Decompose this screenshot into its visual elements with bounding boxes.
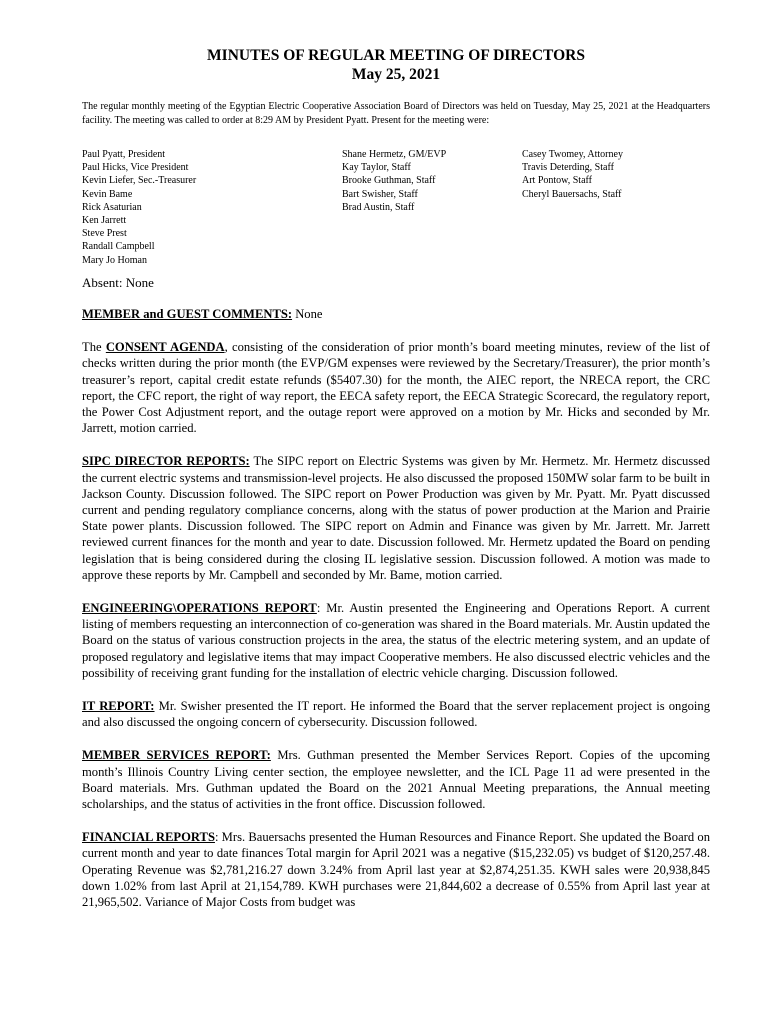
section-body: : Mr. Austin presented the Engineering and Operations Report. A current listing of members requesting an interconnection of co-generation was shared in the Board materials. Mr. Austin updated the Board on the status of various construction projects in the area, the status of the electric metering system, and an update of proposed regulatory and legislative items that may impact Cooperative members. He also discussed electric vehicles and the possibility of receiving grant funding for the installation of electric vehicle charging. Discussion followed.: [82, 601, 711, 680]
attendee: Shane Hermetz, GM/EVP: [342, 149, 447, 160]
section-lead: The: [82, 340, 106, 355]
attendee-list: [82, 148, 710, 266]
attendee: Mary Jo Homan: [82, 254, 147, 266]
section-heading: ENGINEERING\OPERATIONS REPORT: [82, 601, 317, 616]
minutes-page: [82, 46, 710, 910]
member-services-section: [82, 747, 710, 812]
absent-line: Absent: None: [82, 275, 154, 290]
section-heading: CONSENT AGENDA: [105, 340, 225, 355]
section-heading: MEMBER and GUEST COMMENTS:: [82, 307, 293, 321]
staff-column: [342, 148, 446, 214]
others-column: [522, 148, 623, 201]
document-title: MINUTES OF REGULAR MEETING OF DIRECTORS: [207, 47, 585, 64]
attendee: Brad Austin, Staff: [342, 201, 415, 213]
section-heading: MEMBER SERVICES REPORT:: [82, 748, 271, 763]
attendee: Randall Campbell: [82, 241, 155, 253]
engineering-section: [82, 600, 710, 681]
section-body: : Mrs. Bauersachs presented the Human Resources and Finance Report. She updated the Board on current month and year to date finances Total margin for April 2021 was a negative ($15,232.05) vs budget of $120,257.48. Operating Revenue was $2,781,216.27 down 3.24% from April last year at $2,874,251.35. KWH sales were 20,938,845 down 1.02% from last April at 21,154,789. KWH purchases were 21,844,602 a decrease of 0.55% from April last year at 21,965,502. Variance of Major Costs from budget was: [82, 830, 710, 910]
financial-section: [82, 829, 710, 910]
section-body: The SIPC report on Electric Systems was given by Mr. Hermetz. Mr. Hermetz discussed the current electric systems and transmission-level projects. He also discussed the proposed 150MW solar farm to be built in Jackson County. Discussion followed. The SIPC report on Power Production was given by Mr. Pyatt. Mr. Pyatt discussed current and pending regulatory compliance concerns, along with the status of power production at the Marion and Prairie State power plants. Discussion followed. The SIPC report on Admin and Finance was given by Mr. Jarrett. Mr. Jarrett reviewed current finances for the month and year to date. Discussion followed. Mr. Hermetz updated the Board on pending legislation that is being considered during the closing IL legislative session. Discussion followed. A motion was made to approve these reports by Mr. Campbell and seconded by Mr. Bame, motion carried.: [82, 454, 711, 582]
attendee: Kevin Liefer, Sec.-Treasurer: [82, 175, 197, 187]
intro-paragraph: The regular monthly meeting of the Egyptian Electric Cooperative Association Board of Directors was held on Tuesday, May 25, 2021 at the Headquarters facility. The meeting was called to order at 8:29 AM by President Pyatt. Present for the meeting were:: [82, 101, 710, 126]
section-body: Mr. Swisher presented the IT report. He informed the Board that the server replacement project is ongoing and also discussed the ongoing concern of cybersecurity. Discussion followed.: [82, 699, 711, 730]
consent-agenda-section: [82, 339, 710, 436]
attendee: Cheryl Bauersachs, Staff: [522, 188, 622, 200]
attendee: Paul Hicks, Vice President: [82, 162, 189, 174]
section-heading: SIPC DIRECTOR REPORTS:: [82, 454, 250, 469]
section-body: , consisting of the consideration of prior month’s board meeting minutes, review of the list of checks written during the prior month (the EVP/GM expenses were reviewed by the Secretary/Treasurer), the prior month’s treasurer’s report, capital credit estate refunds ($5407.30) for the month, the AIEC report, the NRECA report, the CRC report, the CFC report, the right of way report, the EECA safety report, the EECA Strategic Scorecard, the regulatory report, the Power Cost Adjustment report, and the outage report were approved on a motion by Mr. Hicks and seconded by Mr. Jarrett, motion carried.: [82, 340, 710, 436]
attendee: Art Pontow, Staff: [522, 175, 592, 187]
attendee: Steve Prest: [82, 228, 127, 240]
directors-column: [82, 148, 196, 267]
attendee: Ken Jarrett: [82, 215, 127, 227]
attendee: Paul Pyatt, President: [82, 149, 166, 160]
document-date: May 25, 2021: [351, 66, 441, 83]
attendee: Rick Asaturian: [82, 201, 142, 213]
section-body: None: [292, 307, 323, 321]
attendee: Travis Deterding, Staff: [522, 162, 614, 174]
attendee: Kay Taylor, Staff: [342, 162, 411, 174]
attendee: Casey Twomey, Attorney: [522, 149, 623, 160]
attendee: Kevin Bame: [82, 188, 133, 200]
section-heading: FINANCIAL REPORTS: [82, 830, 215, 845]
attendee: Bart Swisher, Staff: [342, 188, 418, 200]
attendee: Brooke Guthman, Staff: [342, 175, 436, 187]
sipc-section: [82, 453, 710, 583]
section-heading: IT REPORT:: [82, 699, 155, 714]
member-comments-section: [82, 306, 710, 322]
section-body: Mrs. Guthman presented the Member Services Report. Copies of the upcoming month’s Illinois Country Living center section, the employee newsletter, and the ICL Page 11 ad were presented in the Board materials. Mrs. Guthman updated the Board on the 2021 Annual Meeting preparations, the Annual meeting scholarships, and the status of activities in the front office. Discussion followed.: [82, 748, 710, 812]
it-report-section: [82, 698, 710, 730]
